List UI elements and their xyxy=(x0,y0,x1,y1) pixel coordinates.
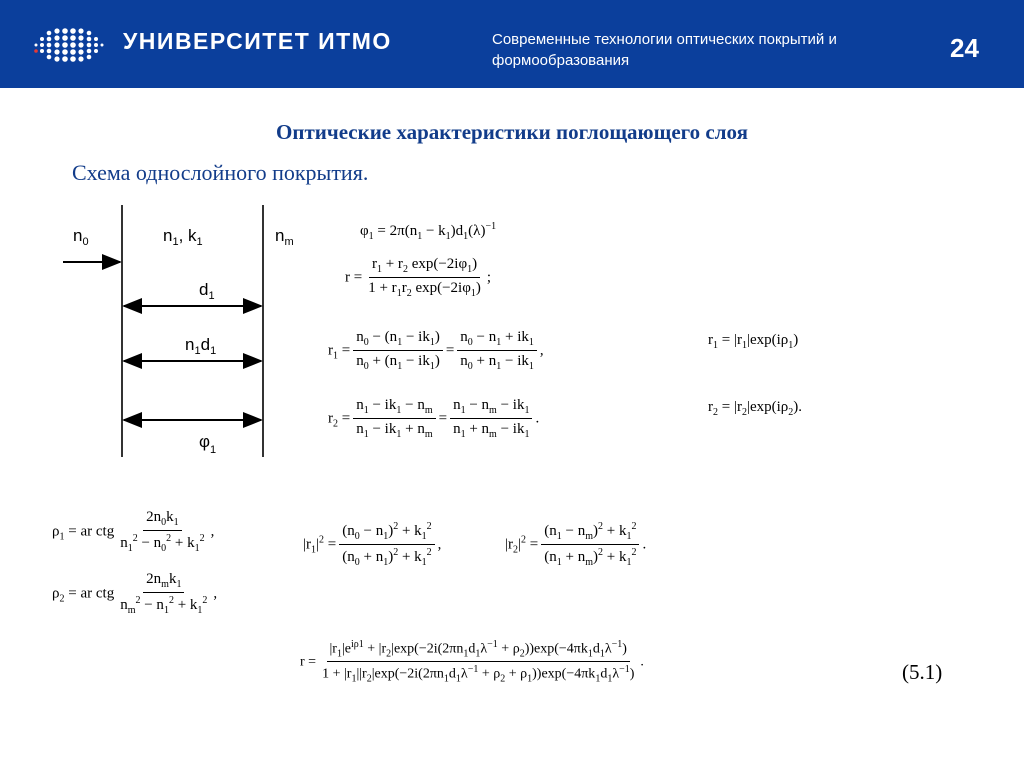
eq-r1-polar: $r_1 = |r_1|\exp(i\rho_1)$ xyxy=(708,332,799,351)
single-layer-diagram xyxy=(55,195,315,465)
logo-text: УНИВЕРСИТЕТ ИТМО xyxy=(123,28,392,54)
label-n1d1: $n_1d_1$ xyxy=(185,335,217,357)
eq-rho2: $\rho_2$ = ar ctg $\frac{2n_mk_1}{n_m^2 - n_1^2 + k_1^2}$ , xyxy=(52,571,218,616)
page-number: 24 xyxy=(950,33,979,63)
eq-r2: $r_2$ = $\frac{n_1 - ik_1 - n_m}{n_1 - ik_1 + n_m}$ = $\frac{n_1 - n_m - ik_1}{n_1 + n_m - ik_1}$ . xyxy=(328,397,540,440)
label-d1: $d_1$ xyxy=(199,280,215,302)
eq-r: r = $\frac{r_1 + r_2 \exp(-2i\varphi_1)}{1 + r_1r_2 \exp(-2i\varphi_1)}$ ; xyxy=(345,256,492,299)
label-n0: $n_0$ xyxy=(73,226,89,248)
itmo-logo-icon xyxy=(32,25,112,65)
header-bar xyxy=(0,0,1024,88)
slide-subheading: Схема однослойного покрытия. xyxy=(72,160,369,185)
eq-r2-modulus-squared: $|r_2|^2$ = $\frac{(n_1 - n_m)^2 + k_1^2}{(n_1 + n_m)^2 + k_1^2}$ . xyxy=(505,521,647,568)
course-subtitle: Современные технологии оптических покрытий и формообразования xyxy=(492,31,837,69)
equation-number: (5.1) xyxy=(902,660,943,684)
eq-r1: $r_1$ = $\frac{n_0 - (n_1 - ik_1)}{n_0 + (n_1 - ik_1)}$ = $\frac{n_0 - n_1 + ik_1}{n_0 + n_1 - ik_1}$ , xyxy=(328,329,544,372)
eq-r-full: r = $\frac{|r_1|e^{i\rho 1} + |r_2|\exp(-2i(2\pi n_1d_1\lambda^{-1} + \rho_2))\exp(-4\pi k_1d_1\lambda^{-1})}{1 + |r_1||r_2|\exp(-2i(2\pi n_1d_1\lambda^{-1} + \rho_2 + \rho_1))\exp(-4\pi k_1d_1\lambda^{-1})}$ . xyxy=(300,639,644,685)
eq-r2-polar: $r_2 = |r_2|\exp(i\rho_2)$. xyxy=(708,399,803,418)
label-phi1: $\varphi_1$ xyxy=(199,432,217,456)
eq-rho1: $\rho_1$ = ar ctg $\frac{2n_0k_1}{n_1^2 - n_0^2 + k_1^2}$ , xyxy=(52,509,215,554)
slide-title: Оптические характеристики поглощающего слоя xyxy=(276,120,748,144)
eq-phi1: $\varphi_1 = 2\pi(n_1 - k_1)d_1(\lambda)^{-1}$ xyxy=(360,221,497,242)
eq-r1-modulus-squared: $|r_1|^2$ = $\frac{(n_0 - n_1)^2 + k_1^2}{(n_0 + n_1)^2 + k_1^2}$ , xyxy=(303,521,442,568)
label-n1-k1: $n_1$, $k_1$ xyxy=(163,226,203,248)
label-nm: $n_m$ xyxy=(275,226,294,248)
